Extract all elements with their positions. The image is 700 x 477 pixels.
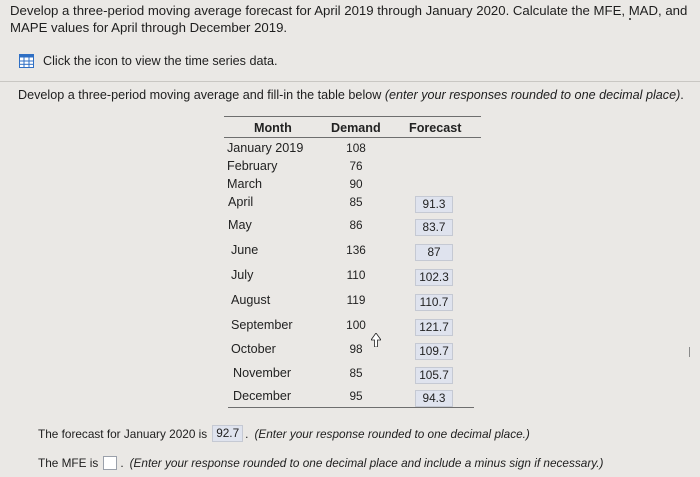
table-row — [0, 268, 700, 286]
demand-cell: 76 — [349, 159, 363, 173]
view-data-label[interactable]: Click the icon to view the time series data. — [43, 54, 278, 68]
table-row — [0, 293, 700, 311]
january-forecast-prefix: The forecast for January 2020 is — [38, 426, 208, 441]
demand-cell: 119 — [346, 293, 366, 307]
month-cell: October — [231, 342, 276, 356]
forecast-value-box[interactable]: 83.7 — [415, 219, 453, 236]
question-text: Develop a three-period moving average forecast for April 2019 through January 2020. Calculate the MFE, MAD, and MAPE values for April through December 2019. — [10, 3, 688, 35]
forecast-value-box[interactable]: 87 — [415, 244, 453, 261]
table-row — [0, 243, 700, 261]
forecast-value-box[interactable]: 102.3 — [415, 269, 453, 286]
mfe-input[interactable] — [103, 456, 117, 470]
mouse-cursor-icon — [371, 333, 381, 347]
demand-cell: 100 — [346, 318, 366, 332]
table-row — [0, 366, 700, 384]
forecast-value-box[interactable]: 105.7 — [415, 367, 453, 384]
scroll-edge-mark — [689, 347, 690, 357]
table-row — [0, 389, 700, 407]
demand-cell: 85 — [349, 195, 363, 209]
demand-cell: 98 — [349, 342, 363, 356]
month-cell: April — [228, 195, 254, 209]
instruction-prefix: Develop a three-period moving average and fill-in the table below — [18, 88, 385, 102]
month-cell: August — [231, 293, 271, 307]
mfe-suffix: . — [120, 456, 124, 470]
demand-cell: 95 — [349, 389, 363, 403]
instruction-suffix: . — [680, 88, 684, 102]
table-row — [0, 177, 700, 195]
header-forecast: Forecast — [409, 121, 462, 135]
forecast-value-box[interactable]: 110.7 — [415, 294, 453, 311]
month-cell: November — [233, 366, 292, 380]
table-row — [0, 342, 700, 360]
mfe-line — [38, 456, 603, 470]
month-cell: June — [231, 243, 259, 257]
month-cell: March — [227, 177, 262, 191]
forecast-value-box[interactable]: 121.7 — [415, 319, 453, 336]
january-forecast-line — [38, 425, 530, 442]
table-row — [0, 159, 700, 177]
instruction-text — [18, 88, 684, 102]
table-header-rule — [224, 137, 481, 138]
month-cell: May — [228, 218, 252, 232]
month-cell: September — [231, 318, 293, 332]
january-forecast-hint: (Enter your response rounded to one decimal place.) — [254, 426, 530, 441]
decorative-dot — [629, 18, 631, 20]
table-row — [0, 195, 700, 213]
table-row — [0, 318, 700, 336]
table-top-rule — [224, 116, 481, 117]
header-demand: Demand — [331, 121, 381, 135]
demand-cell: 90 — [349, 177, 363, 191]
table-row — [0, 218, 700, 236]
demand-cell: 85 — [349, 366, 363, 380]
forecast-value-box[interactable]: 91.3 — [415, 196, 453, 213]
forecast-value-box[interactable]: 109.7 — [415, 343, 453, 360]
month-cell: July — [231, 268, 254, 282]
section-divider — [0, 81, 700, 82]
instruction-emphasis: (enter your responses rounded to one decimal place) — [384, 88, 681, 102]
demand-cell: 108 — [346, 141, 366, 155]
demand-cell: 86 — [349, 218, 363, 232]
forecast-value-box[interactable]: 94.3 — [415, 390, 453, 407]
month-cell: December — [233, 389, 292, 403]
demand-cell: 136 — [346, 243, 366, 257]
january-forecast-value[interactable]: 92.7 — [212, 425, 243, 442]
header-month: Month — [254, 121, 292, 135]
january-forecast-suffix: . — [245, 426, 249, 441]
mfe-prefix: The MFE is — [38, 456, 99, 470]
table-bottom-rule — [228, 407, 474, 408]
table-row — [0, 141, 700, 159]
demand-cell: 110 — [346, 268, 366, 282]
mfe-hint: (Enter your response rounded to one decimal place and include a minus sign if necessary.) — [129, 456, 604, 470]
month-cell: January 2019 — [227, 141, 304, 155]
view-data-link[interactable] — [19, 54, 278, 68]
month-cell: February — [227, 159, 278, 173]
table-grid-icon[interactable] — [19, 54, 34, 68]
